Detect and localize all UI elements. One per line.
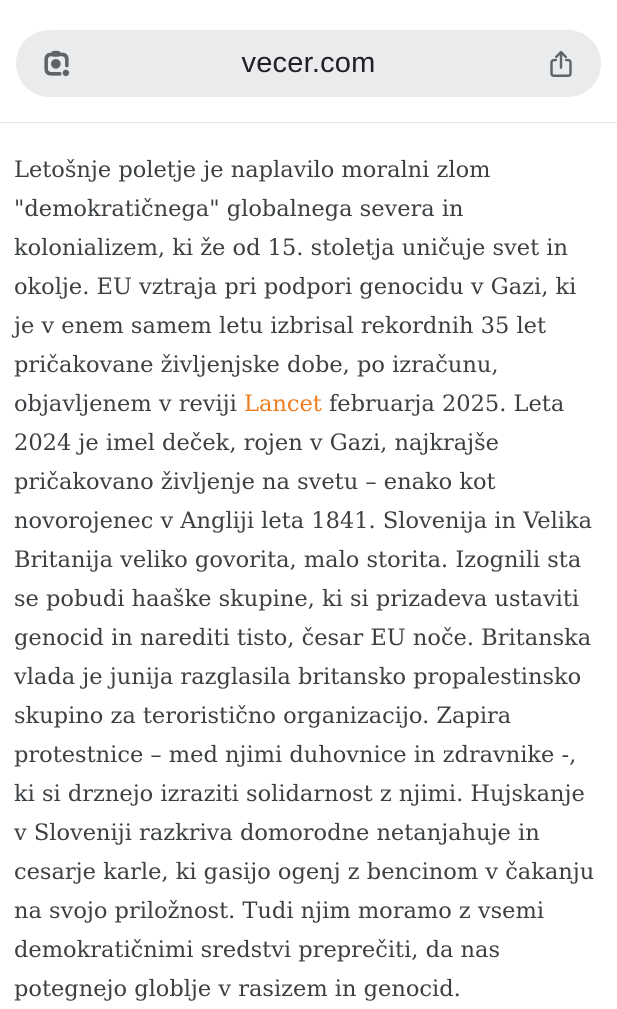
share-icon xyxy=(544,47,578,81)
article-content xyxy=(0,123,617,1009)
url-bar[interactable] xyxy=(16,30,601,97)
share-button[interactable] xyxy=(541,44,581,84)
browser-header xyxy=(0,0,617,122)
paragraph-text-before-link: Letošnje poletje je naplavilo moralni zlom "demokratičnega" globalnega severa in kolonializem, ki že od 15. stoletja uničuje svet in okolje. EU vztraja pri podpori genocidu v Gazi, ki je v enem samem letu izbrisal rekordnih 35 let pričakovane življenjske dobe, po izračunu, objavljenem v reviji xyxy=(14,157,577,417)
lens-button[interactable] xyxy=(36,44,76,84)
lancet-link[interactable]: Lancet xyxy=(244,391,322,417)
article-paragraph xyxy=(14,151,599,1009)
lens-icon xyxy=(41,48,72,79)
url-text[interactable]: vecer.com xyxy=(241,47,376,79)
paragraph-text-after-link: februarja 2025. Leta 2024 je imel deček, rojen v Gazi, najkrajše pričakovano življenje na svetu – enako kot novorojenec v Angliji leta 1841. Slovenija in Velika Britanija veliko govorita, malo storita. Izognili sta se pobudi haaške skupine, ki si prizadeva ustaviti genocid in narediti tisto, česar EU noče. Britanska vlada je junija razglasila britansko propalestinsko skupino za teroristično organizacijo. Zapira protestnice – med njimi duhovnice in zdravnike -, ki si drznejo izraziti solidarnost z njimi. Hujskanje v Sloveniji razkriva domorodne netanjahuje in cesarje karle, ki gasijo ogenj z bencinom v čakanju na svojo priložnost. Tudi njim moramo z vsemi demokratičnimi sredstvi preprečiti, da nas potegnejo globlje v rasizem in genocid. xyxy=(14,391,595,1002)
